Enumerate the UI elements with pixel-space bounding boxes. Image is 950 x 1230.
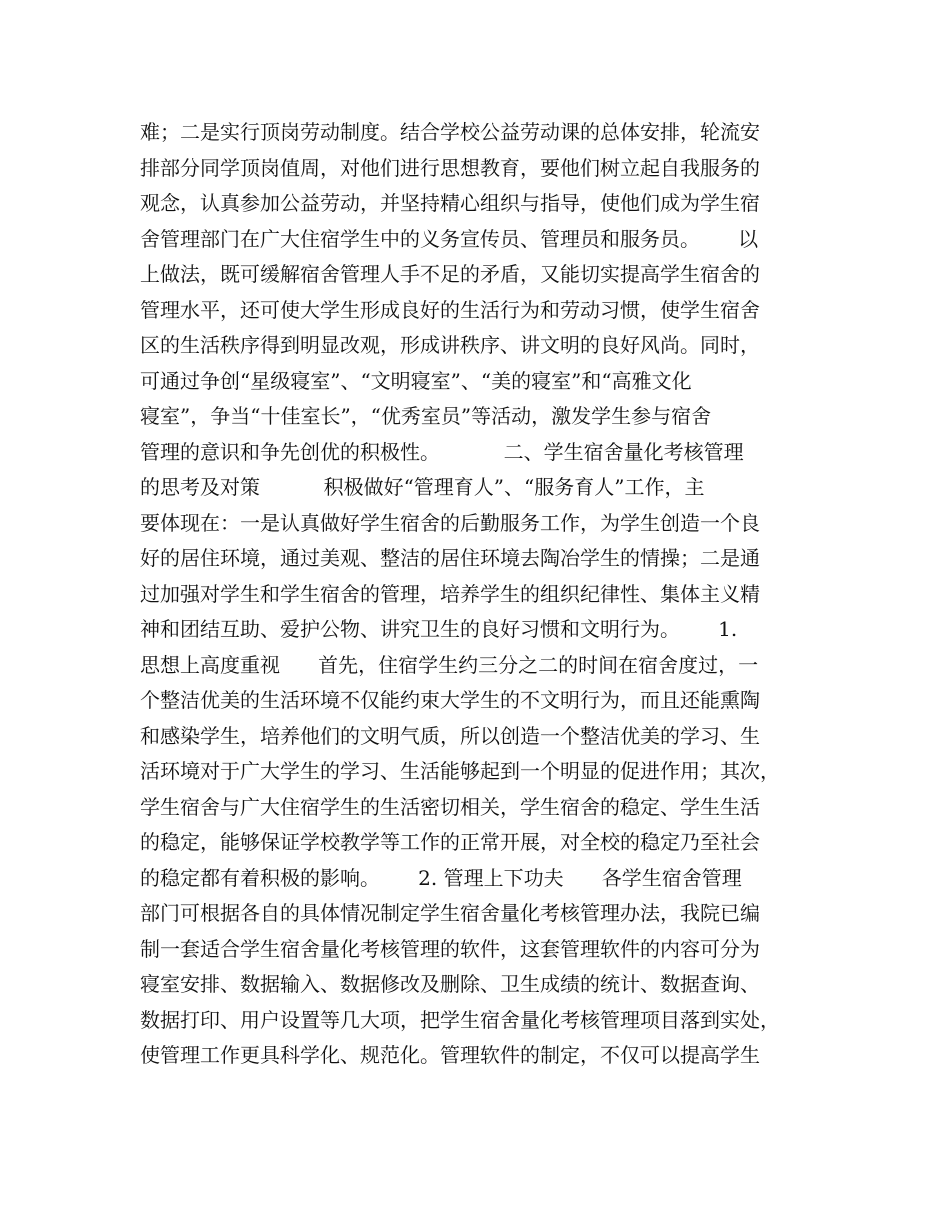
text-line: 的稳定都有着积极的影响。 2. 管理上下功夫 各学生宿舍管理 bbox=[140, 865, 742, 890]
text-line: 的思考及对策 积极做好“管理育人”、“服务育人”工作，主 bbox=[140, 475, 705, 499]
body-text bbox=[140, 115, 820, 1074]
text-line: 好的居住环境，通过美观、整洁的居住环境去陶冶学生的情操；二是通 bbox=[140, 546, 760, 570]
text-line: 过加强对学生和学生宿舍的管理，培养学生的组织纪律性、集体主义精 bbox=[140, 581, 760, 606]
text-line: 区的生活秩序得到明显改观，形成讲秩序、讲文明的良好风尚。同时， bbox=[140, 333, 760, 357]
text-line: 排部分同学顶岗值周，对他们进行思想教育，要他们树立起自我服务的 bbox=[140, 155, 760, 180]
text-line: 观念，认真参加公益劳动，并坚持精心组织与指导，使他们成为学生宿 bbox=[140, 191, 760, 215]
text-line: 活环境对于广大学生的学习、生活能够起到一个明显的促进作用；其次， bbox=[140, 759, 780, 783]
text-line: 可通过争创“星级寝室”、“文明寝室”、“美的寝室”和“高雅文化 bbox=[140, 368, 692, 393]
text-line: 要体现在：一是认真做好学生宿舍的后勤服务工作，为学生创造一个良 bbox=[140, 510, 760, 535]
text-line: 寝室安排、数据输入、数据修改及删除、卫生成绩的统计、数据查询、 bbox=[140, 972, 760, 996]
text-line: 上做法，既可缓解宿舍管理人手不足的矛盾，又能切实提高学生宿舍的 bbox=[140, 262, 760, 286]
text-line: 和感染学生，培养他们的文明气质，所以创造一个整洁优美的学习、生 bbox=[140, 723, 760, 748]
text-line: 神和团结互助、爱护公物、讲究卫生的良好习惯和文明行为。 1. bbox=[140, 617, 738, 641]
text-line: 个整洁优美的生活环境不仅能约束大学生的不文明行为，而且还能熏陶 bbox=[140, 688, 760, 712]
text-line: 的稳定，能够保证学校教学等工作的正常开展，对全校的稳定乃至社会 bbox=[140, 830, 760, 854]
text-line: 学生宿舍与广大住宿学生的生活密切相关，学生宿舍的稳定、学生生活 bbox=[140, 794, 760, 819]
text-line: 制一套适合学生宿舍量化考核管理的软件，这套管理软件的内容可分为 bbox=[140, 936, 760, 961]
text-line: 舍管理部门在广大住宿学生中的义务宣传员、管理员和服务员。 以 bbox=[140, 226, 759, 251]
text-line: 思想上高度重视 首先，住宿学生约三分之二的时间在宿舍度过，一 bbox=[140, 652, 759, 677]
text-line: 难；二是实行顶岗劳动制度。结合学校公益劳动课的总体安排，轮流安 bbox=[140, 120, 760, 144]
text-line: 管理水平，还可使大学生形成良好的生活行为和劳动习惯，使学生宿舍 bbox=[140, 297, 760, 322]
text-line: 部门可根据各自的具体情况制定学生宿舍量化考核管理办法，我院已编 bbox=[140, 901, 760, 925]
text-line: 管理的意识和争先创优的积极性。 二、学生宿舍量化考核管理 bbox=[140, 439, 744, 464]
text-line: 寝室”，争当“十佳室长”，“优秀室员”等活动，激发学生参与宿舍 bbox=[140, 404, 712, 428]
text-line: 使管理工作更具科学化、规范化。管理软件的制定，不仅可以提高学生 bbox=[140, 1043, 760, 1067]
text-line: 数据打印、用户设置等几大项，把学生宿舍量化考核管理项目落到实处， bbox=[140, 1007, 780, 1032]
